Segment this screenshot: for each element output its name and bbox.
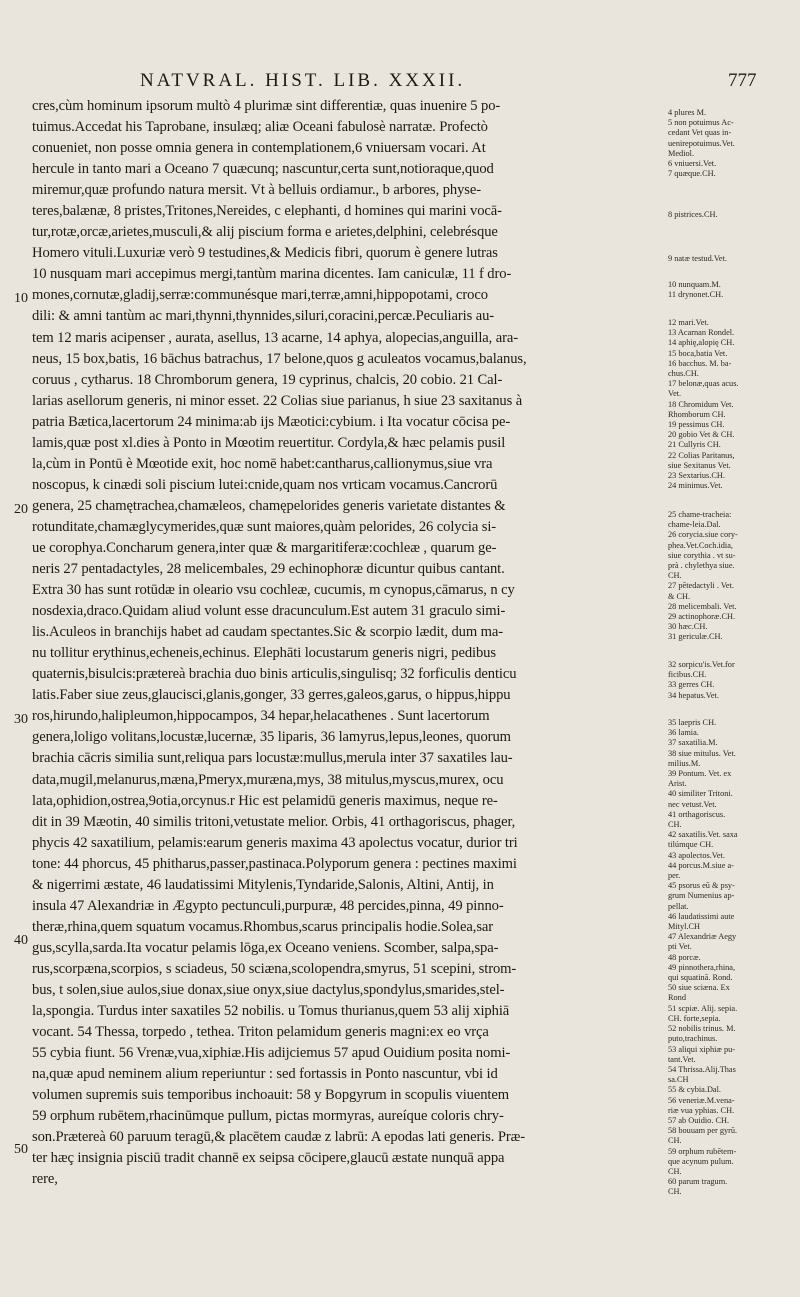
text-line: cres,cùm hominum ipsorum multò 4 plurimæ sint differentiæ, quas inuenire 5 po- [32,98,501,114]
text-line: ter hæç insignia pisciū tradit channē ex seipsa cōcipere,glaucū æstate nunquā appa [32,1150,505,1167]
marginal-note: 22 Colias Paritanus, [668,450,735,460]
marginal-note: puto,trachinus. [668,1034,718,1044]
marginal-note: 34 hepatus.Vet. [668,690,719,700]
text-line: dili: & amni tantùm ac mari,thynni,thynnides,siluri,coracini,percæ.Peculiaris au- [32,308,495,325]
marginal-note: 60 parum tragum. [668,1177,728,1187]
marginal-note: 29 actinophoræ.CH. [668,612,736,622]
marginal-note: 27 pētedactyli . Vet. [668,581,734,591]
text-line: insula 47 Alexandriæ in Ægypto pectunculi,purpuræ, 48 percides,pinna, 49 pinno- [32,897,504,914]
marginal-note: 37 saxatilia.M. [668,738,718,748]
marginal-note: grum Numenius ap- [668,891,735,901]
marginal-note: 23 Sextarius.CH. [668,471,725,481]
marginal-note: 26 corycia.siue cory- [668,530,738,540]
marginal-note: 47 Alexandriæ Aegy [668,932,737,942]
marginal-note: 28 melicembali. Vet. [668,601,737,611]
marginal-note: siue corythia . vt su- [668,550,736,560]
text-line: la,cùm in Pontū è Mœotide exit, hoc nomē habet:cantharus,callionymus,siue vra [32,455,493,472]
marginal-note: 31 gericulæ.CH. [668,632,723,642]
margin-line-number: 20 [14,502,28,517]
text-line: ue corophya.Concharum genera,inter quæ & margaritiferæ:cochleæ , quarum ge- [32,539,497,556]
text-line: 55 cybia fiunt. 56 Vrenæ,vua,xiphiæ.His adijciemus 57 apud Ouidium posita nomi- [32,1045,511,1062]
marginal-note: 35 laepris CH. [668,718,717,727]
text-line: genera, 25 chamętrachea,chamæleos, chamępelorides generis varietate distantes & [32,497,506,514]
marginal-note: ficibus.CH. [668,670,707,680]
marginal-note: 39 Pontum. Vet. ex [668,769,732,779]
marginal-note: 20 gobio Vet & CH. [668,430,735,440]
marginal-note: 7 quæque.CH. [668,169,716,179]
text-line: tuimus.Accedat his Taprobane, insulæq; aliæ Oceani fabulosè narratæ. Profectò [32,119,488,136]
text-line: & nigerrimi æstate, 46 laudatissimi Mitylenis,Tyndaride,Salonis, Altini, Antij, in [32,876,494,893]
text-line: gus,scylla,sarda.Ita vocatur pelamis lōga,ex Oceano veniens. Scomber, salpa,spa- [32,939,499,956]
marginal-note: 55 & cybia.Dal. [668,1085,721,1095]
marginal-note: 14 aphię,alopię CH. [668,338,735,348]
text-line: na,quæ apud neminem alium reperiuntur : sed fortassis in Ponto nascuntur, vbi id [32,1066,498,1083]
text-line: teres,balænæ, 8 pristes,Tritones,Nereides, c elephanti, d homines qui marini vocā- [32,203,502,220]
marginal-note: 8 pistrices.CH. [668,210,718,219]
marginal-note: 45 psorus eū & psy- [668,881,735,891]
marginal-note: tant.Vet. [668,1054,696,1064]
main-text-column [32,96,660,1190]
marginal-note: tilúmque CH. [668,840,714,850]
marginal-note-group [668,510,794,643]
text-line: Homero vituli.Luxuriæ verò 9 testudines,& Medicis fibri, quorum è genere lutras [32,245,498,262]
text-line: 59 orphum rubētem,rhacinūmque pullum, pictas mormyras, aureíque coloris chry- [32,1108,504,1125]
marginal-note: 12 mari.Vet. [668,318,709,327]
marginal-note-group [668,280,794,300]
marginal-note: 44 porcus.M.siue a- [668,860,734,870]
text-line: genera,loligo volitans,locustæ,lucernæ, 35 liparis, 36 lamyrus,lepus,leones, quorum [32,729,511,746]
text-line: neus, 15 box,batis, 16 bāchus batrachus, 17 belone,quos g aculeatos vocamus,balanus, [32,350,527,367]
marginal-note: 46 laudatissimi aute [668,911,735,921]
text-line: patria Bætica,lacertorum 24 minima:ab ijs Mæotici:cybium. i Ita vocatur cōcisa pe- [32,413,511,430]
marginal-note: 41 orthagoriscus. [668,809,726,819]
marginal-note: chus.CH. [668,369,699,379]
margin-line-number: 10 [14,291,28,306]
text-line: nosdexia,draco.Quidam aliud volunt esse dracunculum.Est autem 31 graculo simi- [32,603,506,620]
marginal-note: 13 Acarnan Rondel. [668,328,735,338]
marginal-note: sa.CH [668,1075,689,1085]
text-line: volumen supremis suis temporibus inchoauit: 58 y Bopgyrum in scopulis viuentem [32,1087,510,1104]
marginal-note: 10 nunquam.M. [668,280,721,289]
marginal-note: 52 nobilis trinus. M. [668,1024,736,1034]
marginal-note: chame-leia.Dal. [668,520,721,530]
marginal-note: 58 bouuam per gyrū. [668,1126,738,1136]
marginal-note: 49 pinnothera,rhina, [668,962,736,972]
margin-line-number: 30 [14,712,28,727]
text-line: lis.Aculeos in branchijs habet ad caudam spectantes.Sic & scorpio lædit, dum ma- [32,624,504,641]
text-line: Extra 30 has sunt rotūdæ in oleario vsu cochleæ, cucumis, m cynopus,cāmarus, n cy [32,582,515,599]
text-line: ros,hirundo,halipleumon,hippocampos, 34 hepar,helacathenes . Sunt lacertorum [32,708,490,725]
text-line: 10 nusquam mari accepimus mergi,tantùm marina dicentes. Iam caniculæ, 11 f dro- [32,266,512,283]
text-line: la,spongia. Turdus inter saxatiles 52 nobilis. u Tomus thurianus,quem 53 alij xiphiā [32,1003,510,1020]
text-line: tur,rotæ,orcæ,arietes,musculi,& alij piscium forma e arietes,delphini, celebrésque [32,224,498,241]
text-line: bus, t solen,siue aulos,siue donax,siue onyx,siue dactylus,spondylus,smarides,stel- [32,981,505,998]
margin-line-number: 40 [14,933,28,948]
marginal-note: 6 vniuersi.Vet. [668,159,717,169]
marginal-note: 53 aliqui xiphiæ pu- [668,1044,736,1054]
marginal-note: 59 orphum rubētem- [668,1146,737,1156]
text-line: theræ,rhina,quem squatum vocamus.Rhombus,scarus principalis hodie.Solea,sar [32,918,494,935]
text-line: rus,scorpæna,scorpios, s sciadeus, 50 sciæna,scolopendra,smyrus, 51 scepini, strom- [32,960,517,977]
marginal-note: CH. [668,820,682,830]
marginal-note: phea.Vet.Coch.idia, [668,540,733,550]
text-line: lamis,quæ post xl.dies à Ponto in Mœotim reuertitur. Cordyla,& hæc pelamis pusil [32,434,506,451]
marginal-note: 24 minimus.Vet. [668,481,723,491]
marginal-note: 4 plures M. [668,108,707,117]
marginal-note: Rond [668,993,686,1003]
marginal-note: cedant Vet quas in- [668,128,732,138]
marginal-note: 43 apolectos.Vet. [668,850,725,860]
text-line: noscopus, k cinædi soli piscium lutei:cnide,quam nos vrticam vocamus.Cancrorū [32,476,498,493]
text-line: latis.Faber siue zeus,glaucisci,glanis,gonger, 33 gerres,galeos,garus, o hippus,hippu [32,687,511,704]
marginal-note: 56 veneriæ.M.vena- [668,1095,735,1105]
marginal-note: siue Sexitanus Vet. [668,460,731,470]
marginal-note: 36 lamia. [668,728,699,738]
marginal-note: Mediol. [668,148,695,158]
marginal-note: 21 Cullyris CH. [668,440,721,450]
marginal-note: 5 non potuimus Ac- [668,118,734,128]
text-line: hercule in tanto mari a Oceano 7 quæcunq; nascuntur,certa sunt,notioraque,quod [32,161,494,178]
marginal-note: pti Vet. [668,942,692,952]
margin-line-number: 50 [14,1142,28,1157]
marginal-note: 51 scpiæ. Alij. sepia. [668,1003,738,1013]
marginal-note: Rhomborum CH. [668,409,726,419]
marginal-note: nec vetust.Vet. [668,799,717,809]
marginal-note: 15 boca,batia Vet. [668,348,728,358]
marginal-note-group [668,718,794,1198]
marginal-note: 25 chame-tracheia: [668,510,732,519]
page-number: 777 [728,70,757,91]
text-line: data,mugil,melanurus,mæna,Pmeryx,muræna,mys, 38 mitulus,myscus,murex, ocu [32,771,504,788]
text-line: conueniet, non posse omnia genera in contemplationem,6 vniuersam vocari. At [32,140,486,157]
marginal-note: 57 ab Ouidio. CH. [668,1115,730,1125]
marginal-note-group [668,660,794,701]
marginal-note-group [668,108,794,179]
text-line: coruus , cytharus. 18 Chromborum genera, 19 cyprinus, chalcis, 20 cobio. 21 Cal- [32,371,503,388]
marginal-note: uenirepotuimus.Vet. [668,138,735,148]
marginal-note-group [668,210,794,220]
text-line: son.Prætereà 60 paruum teragū,& placētem caudæ z labrū: A epodas lati generis. Præ- [32,1129,526,1146]
marginal-note: milius.M. [668,758,701,768]
marginal-note: & CH. [668,591,691,601]
marginal-note: CH. [668,571,682,581]
text-line: dit in 39 Mæotin, 40 similis tritoni,vetustate melior. Orbis, 41 orthagoriscus, phager, [32,813,516,830]
text-line: lata,ophidion,ostrea,9otia,orcynus.r Hic est pelamidū generis maximus, neque re- [32,792,498,809]
marginal-note: 32 sorpicu'is.Vet.for [668,660,735,669]
marginal-note: prà . chylethya siue. [668,561,735,571]
marginal-note: 17 belonæ,quas acus. [668,379,739,389]
text-line: larias asellorum generis, ni minor esset. 22 Colias siue parianus, h siue 23 saxitanus à [32,392,523,409]
marginal-note: 42 saxatilis.Vet. saxa [668,830,738,840]
text-line: phycis 42 saxatilium, pelamis:earum generis maxima 43 apolectus vocatur, durior tri [32,834,518,851]
marginal-note: 54 Thrissa.Alij.Thas [668,1064,736,1074]
running-header: NATVRAL. HIST. LIB. XXXII. [140,70,466,91]
marginal-note: Arist. [668,779,687,789]
marginal-note: 33 gerres CH. [668,680,715,690]
marginal-note: qui squatinā. Rond. [668,973,733,983]
text-line: tone: 44 phorcus, 45 phitharus,passer,pastinaca.Polyporum genera : pectines maximi [32,855,517,872]
text-line: rotunditate,chamæglycymerides,quæ sunt maiores,quàm pelorides, 26 colycia si- [32,518,497,535]
marginal-note: 9 natæ testud.Vet. [668,254,727,263]
marginal-note: CH. [668,1136,682,1146]
marginal-note: 30 hæc.CH. [668,622,708,632]
marginal-note: CH. forte,sepia. [668,1013,721,1023]
marginal-note: 11 drynonet.CH. [668,290,724,300]
marginal-note: 48 porcæ. [668,952,701,962]
marginal-note: Mityl.CH [668,922,701,932]
marginal-note: CH. [668,1187,682,1197]
marginal-note: 40 similiter Tritoni. [668,789,733,799]
text-line: brachia cācris similia sunt,reliqua pars locustæ:mullus,merula inter 37 saxatiles lau- [32,750,513,767]
marginal-note: que acynum pulum. [668,1156,734,1166]
marginal-note: CH. [668,1166,682,1176]
marginal-note: 18 Chromidum Vet. [668,399,734,409]
marginal-note: 50 siue sciæna. Ex [668,983,730,993]
marginal-note: 19 pessimus CH. [668,420,725,430]
text-line: neris 27 pentadactyles, 28 melicembales, 29 echinophoræ dicuntur quibus cantant. [32,561,505,578]
text-line: tem 12 maris acipenser , aurata, asellus, 13 acarne, 14 aphya, alopecias,anguilla, ara- [32,329,519,346]
marginal-note: 38 siue mitulus. Vet. [668,748,736,758]
marginal-note: per. [668,871,681,881]
marginal-note-group [668,254,794,264]
text-line: miremur,quæ profundo natura mersit. Vt à belluis ordiamur., b arbores, physe- [32,182,482,199]
marginal-note: 16 bacchus. M. ba- [668,358,732,368]
marginal-note: riæ vua yphias. CH. [668,1105,735,1115]
text-line: mones,cornutæ,gladij,serræ:communésque mari,terræ,amni,hippopotami, croco [32,287,488,304]
text-line: quaternis,bisulcis:prætereà brachia duo binis articulis,singulisq; 32 forficulis denticu [32,666,517,683]
marginal-note: pellat. [668,901,689,911]
text-line: nu tollitur erythinus,echeneis,echinus. Elephāti locustarum generis nigri, pedibus [32,645,496,662]
text-line: vocant. 54 Thessa, torpedo , tethea. Triton pelamidum generis magni:ex eo vrça [32,1024,489,1041]
marginal-note: Vet. [668,389,682,399]
marginal-note-group [668,318,794,491]
text-line: rere, [32,1171,58,1188]
